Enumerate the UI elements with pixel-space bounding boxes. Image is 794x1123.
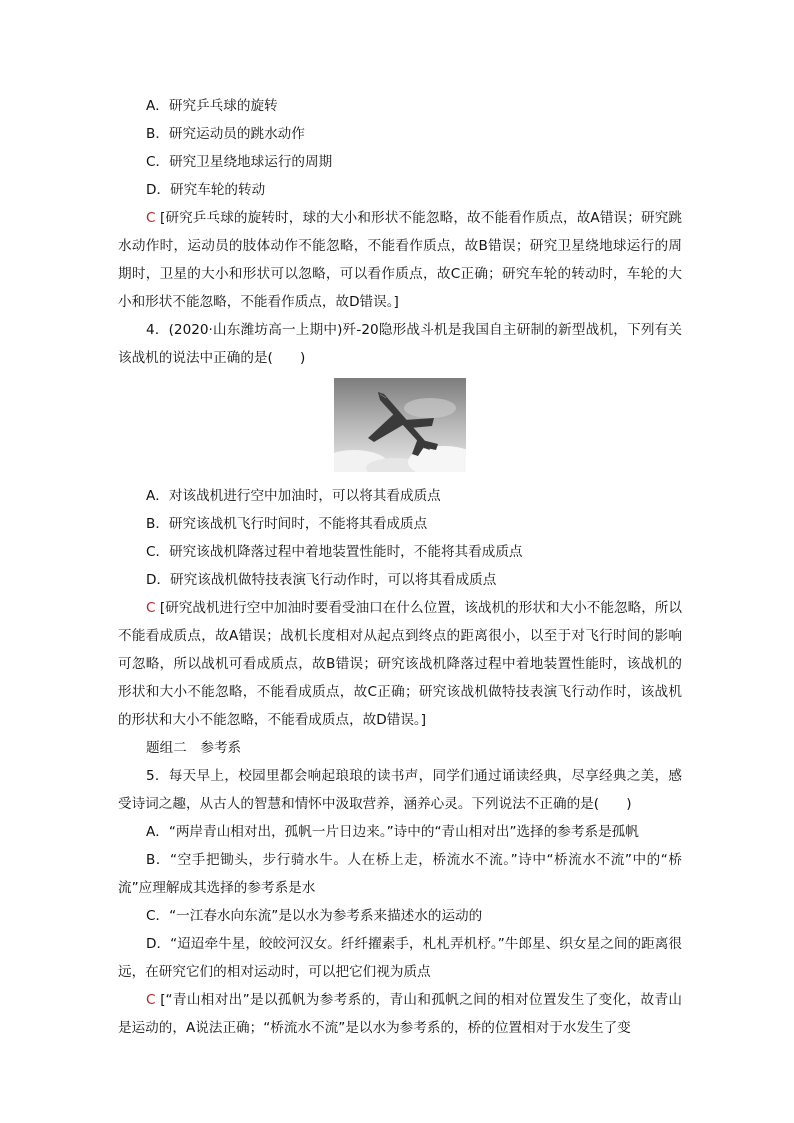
q5-option-d: D．“迢迢牵牛星，皎皎河汉女。纤纤擢素手，札札弄机杼。”牛郎星、织女星之间的距离很远，在研究它们的相对运动时，可以把它们视为质点: [118, 936, 682, 980]
q4-explanation-text: [研究战机进行空中加油时要看受油口在什么位置，该战机的形状和大小不能忽略，所以不能看成质点，故A错误；战机长度相对从起点到终点的距离很小，以至于对飞行时间的影响可忽略，所以战机可看成质点，故B错误；研究该战机降落过程中着地装置性能时，该战机的形状和大小不能忽略，不能看成质点，故C正确；研究该战机做特技表演飞行动作时，该战机的形状和大小不能忽略，不能看成质点，故D错误。]: [118, 600, 682, 728]
q5-answer-letter: C: [146, 992, 156, 1008]
q4-option-c: C．研究该战机降落过程中着地装置性能时，不能将其看成质点: [146, 544, 523, 560]
q5-option-b: B．“空手把锄头，步行骑水牛。人在桥上走，桥流水不流。”诗中“桥流水不流”中的“桥流”应理解成其选择的参考系是水: [118, 852, 682, 896]
q4-answer-letter: C: [146, 600, 156, 616]
q3-option-b: B．研究运动员的跳水动作: [146, 126, 305, 142]
fighter-jet-image: [334, 378, 466, 472]
q3-option-c: C．研究卫星绕地球运行的周期: [146, 154, 333, 170]
q4-option-d: D．研究该战机做特技表演飞行动作时，可以将其看成质点: [146, 572, 497, 588]
q5-explanation-text: [“青山相对出”是以孤帆为参考系的，青山和孤帆之间的相对位置发生了变化，故青山是运动的，A说法正确；“桥流水不流”是以水为参考系的，桥的位置相对于水发生了变: [118, 992, 683, 1036]
q3-option-a: A．研究乒乓球的旋转: [146, 98, 278, 114]
section-title: 题组二 参考系: [146, 740, 242, 756]
q4-answer-explanation: [118, 594, 682, 734]
q3-answer-explanation: [118, 204, 682, 316]
content-column: [118, 92, 682, 1042]
q5-stem: 5．每天早上，校园里都会响起琅琅的读书声，同学们通过诵读经典，尽享经典之美，感受诗词之趣，从古人的智慧和情怀中汲取营养，涵养心灵。下列说法不正确的是( ): [118, 768, 682, 812]
q4-option-a: A．对该战机进行空中加油时，可以将其看成质点: [146, 488, 441, 504]
q5-option-a: A．“两岸青山相对出，孤帆一片日边来。”诗中的“青山相对出”选择的参考系是孤帆: [146, 824, 639, 840]
q4-stem: 4．(2020·山东潍坊高一上期中)歼-20隐形战斗机是我国自主研制的新型战机，下列有关该战机的说法中正确的是( ): [118, 322, 682, 366]
q3-explanation-text: [研究乒乓球的旋转时，球的大小和形状不能忽略，故不能看作质点，故A错误；研究跳水动作时，运动员的肢体动作不能忽略，不能看作质点，故B错误；研究卫星绕地球运行的周期时，卫星的大小和形状可以忽略，可以看作质点，故C正确；研究车轮的转动时，车轮的大小和形状不能忽略，不能看作质点，故D错误。]: [118, 210, 682, 310]
q5-option-c: C．“一江春水向东流”是以水为参考系来描述水的运动的: [146, 908, 483, 924]
q4-option-b: B．研究该战机飞行时间时，不能将其看成质点: [146, 516, 428, 532]
q5-answer-explanation: [118, 986, 682, 1042]
q3-option-d: D．研究车轮的转动: [146, 182, 266, 198]
q3-answer-letter: C: [146, 210, 156, 226]
